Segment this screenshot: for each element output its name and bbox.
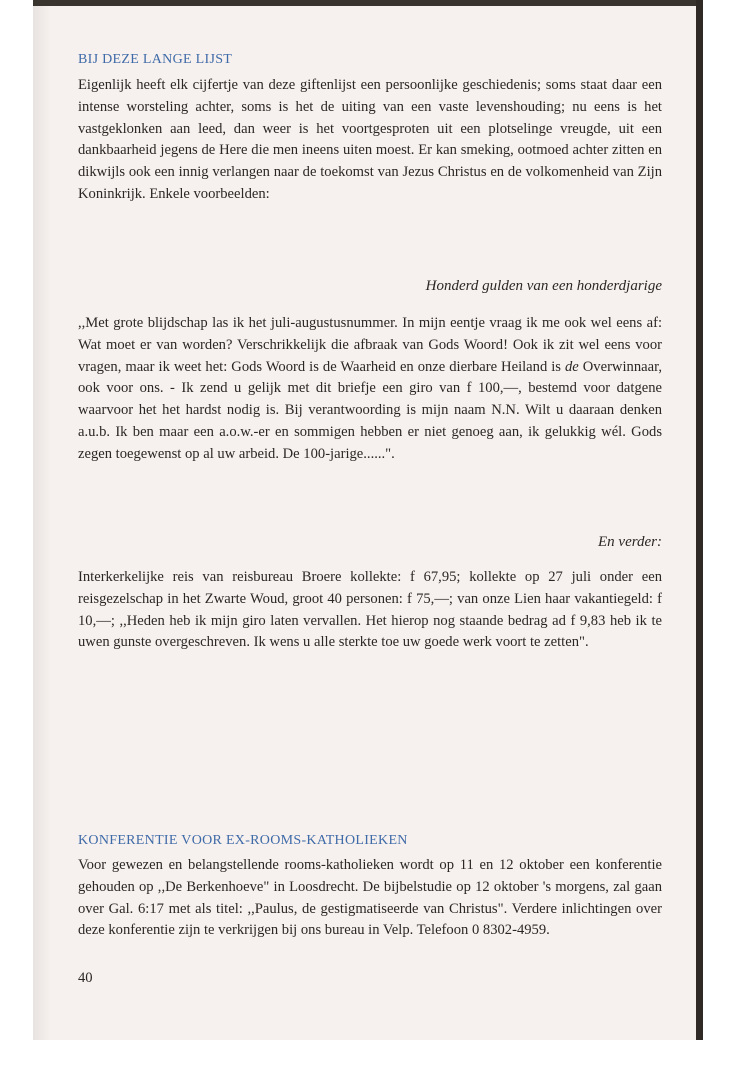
- letter-honderdjarige: [78, 313, 662, 466]
- page-gutter-shadow: [33, 0, 51, 1040]
- letter-text-part1: ,,Met grote blijdschap las ik het juli-augustusnummer. In mijn eentje vraag ik me ook wel eens af: Wat moet er van worden? Verschrikkelijk die afbraak van Gods Woord! Ook ik zit wel eens voor vragen, maar ik weet het: Gods Woord is de Waarheid en onze dierbare Heiland is: [78, 315, 662, 375]
- letter-text-part2: Overwinnaar, ook voor ons. - Ik zend u gelijk met dit briefje een giro van f 100,—, bestemd voor datgene waarvoor het het hardst nodig is. Bij verantwoording is mijn naam N.N. Wilt u daaraan denken a.u.b. Ik ben maar een a.o.w.-er en sommigen hebben er niet genoeg aan, ik gelukkig wél. Gods zegen toegewenst op al uw arbeid. De 100-jarige......".: [78, 358, 662, 462]
- subheading-en-verder: En verder:: [598, 534, 662, 550]
- section-body-konferentie: Voor gewezen en belangstellende rooms-katholieken wordt op 11 en 12 oktober een konferentie gehouden op ,,De Berkenhoeve" in Loosdrecht. De bijbelstudie op 12 oktober 's morgens, zal gaan over Gal. 6:17 met als titel: ,,Paulus, de gestigmatiseerde van Christus". Verdere inlichtingen over deze konferentie zijn te verkrijgen bij ons bureau in Velp. Telefoon 0 8302-4959.: [78, 857, 662, 939]
- section-heading-lange-lijst: BIJ DEZE LANGE LIJST: [78, 52, 233, 67]
- page-right-edge: [696, 0, 703, 1040]
- subheading-honderd-gulden: Honderd gulden van een honderdjarige: [425, 278, 662, 294]
- page-number: 40: [78, 970, 93, 986]
- page-top-edge: [33, 0, 703, 6]
- donations-list: Interkerkelijke reis van reisbureau Broere kollekte: f 67,95; kollekte op 27 juli onder een reisgezelschap in het Zwarte Woud, groot 40 personen: f 75,—; van onze Lien haar vakantiegeld: f 10,—; ,,Heden heb ik mijn giro laten vervallen. Het hierop nog staande bedrag ad f 9,83 heb ik te uwen gunste overgeschreven. Ik wens u alle sterkte toe uw goede werk voort te zetten".: [78, 569, 662, 651]
- letter-emphasis: de: [564, 358, 579, 375]
- section-body-lange-lijst: Eigenlijk heeft elk cijfertje van deze giftenlijst een persoonlijke geschiedenis; soms staat daar een intense worsteling achter, soms is het de uiting van een vaste levenshouding; nu eens is het vastgeklonken aan leed, dan weer is het voortgesproten uit een plotselinge vreugde, uit een dankbaarheid jegens de Here die men ineens uiten moest. Er kan smeking, ootmoed achter zitten en dikwijls ook een innig verlangen naar de toekomst van Jezus Christus en de volkomenheid van Zijn Koninkrijk. Enkele voorbeelden:: [78, 77, 662, 202]
- section-heading-konferentie: KONFERENTIE VOOR EX-ROOMS-KATHOLIEKEN: [78, 833, 408, 848]
